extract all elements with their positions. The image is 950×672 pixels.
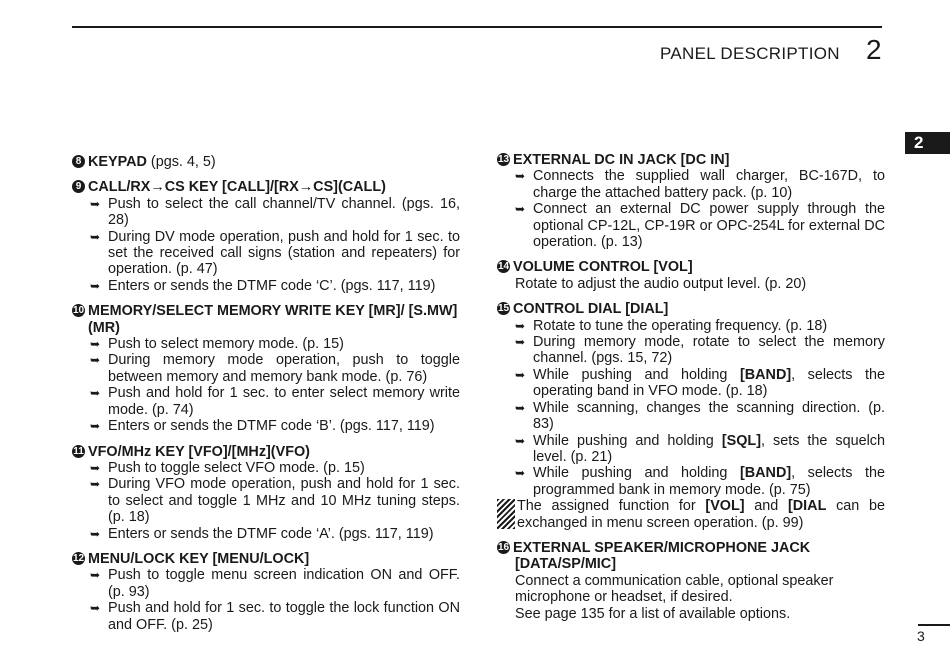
bullet: ➥ During memory mode operation, push to toggle between memory and memory bank mode. (p. 76) <box>90 352 460 385</box>
item-memory-key <box>72 303 460 434</box>
arrow-icon: ➥ <box>515 433 526 448</box>
chapter-title: PANEL DESCRIPTION <box>660 44 840 63</box>
right-column <box>497 152 885 631</box>
item-number-badge: 16 <box>497 541 510 553</box>
arrow-icon: ➥ <box>90 568 101 583</box>
arrow-icon: ➥ <box>515 169 526 184</box>
bullet: ➥ Push and hold for 1 sec. to enter select memory write mode. (p. 74) <box>90 385 460 418</box>
item-call-key <box>72 179 460 294</box>
bullet: ➥ Enters or sends the DTMF code ‘B’. (pgs. 117, 119) <box>90 418 435 435</box>
item-control-dial <box>497 301 885 531</box>
item-title: CONTROL DIAL [DIAL] <box>513 301 669 318</box>
arrow-icon: ➥ <box>515 202 526 217</box>
item-number-badge: 11 <box>73 445 84 457</box>
bullet: ➥ While pushing and holding [BAND], selects the operating band in VFO mode. (p. 18) <box>515 366 885 400</box>
arrow-icon: ➥ <box>90 386 101 401</box>
bullet: ➥ While scanning, changes the scanning direction. (p. 83) <box>515 399 885 433</box>
bullet: ➥ Enters or sends the DTMF code ‘A’. (pgs. 117, 119) <box>90 525 434 542</box>
item-volume-control <box>497 259 885 292</box>
arrow-icon: ➥ <box>90 460 101 475</box>
bullet: ➥ Enters or sends the DTMF code ‘C’. (pgs. 117, 119) <box>90 277 436 294</box>
item-dc-jack <box>497 152 885 250</box>
bullet: ➥ While pushing and holding [SQL], sets the squelch level. (p. 21) <box>515 432 885 465</box>
arrow-icon: ➥ <box>90 601 101 616</box>
bullet: ➥ During DV mode operation, push and hold for 1 sec. to set the received call signs (station and repeaters) for operation. (p. 47) <box>90 228 460 278</box>
item-number-badge: 13 <box>497 154 510 165</box>
item-description: Connect a communication cable, optional speaker microphone or headset, if desired. <box>515 572 834 606</box>
item-number-badge: 15 <box>497 303 510 315</box>
item-title-line2: [DATA/SP/MIC] <box>515 556 616 573</box>
arrow-icon: ➥ <box>90 229 101 244</box>
item-title: VFO/MHz KEY [VFO]/[MHz](VFO) <box>88 443 310 460</box>
footer-rule <box>918 624 950 626</box>
arrow-icon: ➥ <box>90 353 101 368</box>
arrow-icon: ➥ <box>515 318 526 333</box>
item-keypad <box>72 154 460 170</box>
arrow-icon: ➥ <box>90 196 101 211</box>
bullet: ➥ Push to select memory mode. (p. 15) <box>90 336 344 353</box>
bullet: ➥ Push to toggle select VFO mode. (p. 15) <box>90 459 365 476</box>
item-number-badge: 10 <box>72 305 85 317</box>
item-number-badge: 12 <box>72 552 85 564</box>
bullet: ➥ Connect an external DC power supply through the optional CP-12L, CP-19R or OPC-254L for external DC operation. (p. 13) <box>515 201 885 251</box>
item-number-badge: 9 <box>72 180 85 193</box>
arrow-icon: ➥ <box>90 526 101 541</box>
arrow-icon: ➥ <box>515 466 526 481</box>
bullet: ➥ While pushing and holding [BAND], selects the programmed bank in memory mode. (p. 75) <box>515 465 885 498</box>
item-speaker-jack <box>497 540 885 622</box>
item-title: MENU/LOCK KEY [MENU/LOCK] <box>88 550 310 567</box>
bullet: ➥ Connects the supplied wall charger, BC-167D, to charge the attached battery pack. (p. 10) <box>515 168 885 201</box>
item-menu-lock-key <box>72 551 460 633</box>
note-hatch-icon <box>497 499 515 529</box>
item-vfo-key <box>72 444 460 542</box>
bullet: ➥ During VFO mode operation, push and hold for 1 sec. to select and toggle 1 MHz and 10 MHz tuning steps. (p. 18) <box>90 476 460 526</box>
left-column <box>72 154 460 642</box>
item-title-pages: (pgs. 4, 5) <box>146 154 216 170</box>
bullet: ➥ Push to toggle menu screen indication ON and OFF. (p. 93) <box>90 567 460 600</box>
item-description: Rotate to adjust the audio output level. (p. 20) <box>515 275 807 292</box>
item-number-badge: 14 <box>497 261 510 273</box>
chapter-side-tab: 2 <box>905 132 950 154</box>
top-rule <box>72 26 882 28</box>
arrow-icon: ➥ <box>515 400 526 415</box>
arrow-icon: ➥ <box>515 367 526 382</box>
bullet: ➥ During memory mode, rotate to select the memory channel. (pgs. 15, 72) <box>515 334 885 367</box>
arrow-icon: ➥ <box>515 335 526 350</box>
chapter-number: 2 <box>866 34 882 65</box>
arrow-icon: ➥ <box>90 477 101 492</box>
item-number-badge: 8 <box>72 155 85 168</box>
page-number: 3 <box>917 628 925 644</box>
item-title: MEMORY/SELECT MEMORY WRITE KEY [MR]/ [S.MW](MR) <box>88 303 458 336</box>
item-title: KEYPAD <box>88 154 147 170</box>
item-title: CALL/RX→CS KEY [CALL]/[RX→CS](CALL) <box>88 179 386 196</box>
arrow-icon: ➥ <box>90 337 101 352</box>
bullet: ➥ Push to select the call channel/TV channel. (pgs. 16, 28) <box>90 195 460 229</box>
note: The assigned function for [VOL] and [DIAL can be exchanged in menu screen operation. (p. 99) <box>497 498 885 531</box>
bullet: ➥ Push and hold for 1 sec. to toggle the lock function ON and OFF. (p. 25) <box>90 600 460 633</box>
item-title: VOLUME CONTROL [VOL] <box>513 259 693 276</box>
arrow-icon: ➥ <box>90 419 101 434</box>
item-title: EXTERNAL SPEAKER/MICROPHONE JACK <box>513 539 811 556</box>
item-title: EXTERNAL DC IN JACK [DC IN] <box>513 152 730 168</box>
item-description: See page 135 for a list of available options. <box>515 605 791 622</box>
arrow-icon: ➥ <box>90 278 101 293</box>
bullet: ➥ Rotate to tune the operating frequency. (p. 18) <box>515 317 828 334</box>
